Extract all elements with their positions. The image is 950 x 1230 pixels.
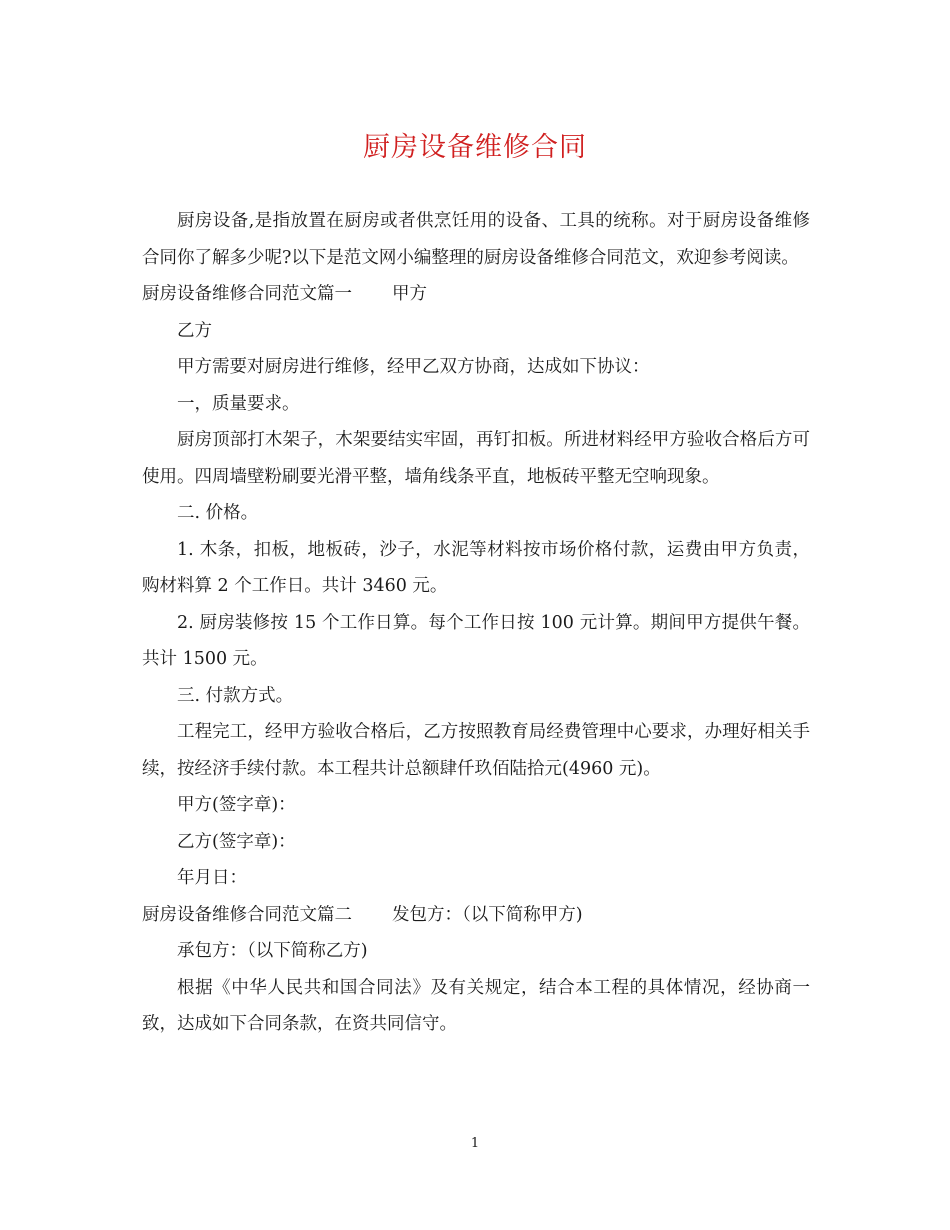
signature-party-a: 甲方(签字章)： bbox=[177, 795, 296, 815]
document-body bbox=[142, 203, 810, 1043]
price-item-1: 1. 木条，扣板，地板砖，沙子，水泥等材料按市场价格付款，运费由甲方负责，购材料算 2 个工作日。共计 3460 元。 bbox=[142, 539, 810, 596]
section1-heading: 厨房设备维修合同范文篇一 bbox=[142, 284, 352, 304]
signature-party-b: 乙方(签字章)： bbox=[177, 831, 296, 852]
section2-preamble: 根据《中华人民共和国合同法》及有关规定，结合本工程的具体情况，经协商一致，达成如下合同条款，在资共同信守。 bbox=[142, 977, 810, 1034]
payment-text: 工程完工，经甲方验收合格后，乙方按照教育局经费管理中心要求，办理好相关手续，按经济手续付款。本工程共计总额肆仟玖佰陆拾元(4960 元)。 bbox=[142, 722, 810, 779]
party-a-label: 甲方 bbox=[392, 284, 427, 304]
issuer-label: 发包方：（以下简称甲方) bbox=[392, 904, 583, 925]
party-b-label: 乙方 bbox=[177, 320, 212, 341]
date-line: 年月日： bbox=[177, 868, 247, 888]
section1-heading-line bbox=[142, 276, 810, 313]
quality-heading: 一，质量要求。 bbox=[177, 393, 300, 414]
quality-text: 厨房顶部打木架子，木架要结实牢固，再钉扣板。所进材料经甲方验收合格后方可使用。四周墙壁粉刷要光滑平整，墙角线条平直，地板砖平整无空响现象。 bbox=[142, 430, 810, 487]
contractor-label: 承包方：（以下简称乙方) bbox=[177, 941, 368, 961]
page-number: 1 bbox=[470, 1136, 480, 1151]
document-title: 厨房设备维修合同 bbox=[363, 132, 587, 163]
section1-preamble: 甲方需要对厨房进行维修，经甲乙双方协商，达成如下协议： bbox=[177, 357, 650, 377]
price-item-2: 2. 厨房装修按 15 个工作日算。每个工作日按 100 元计算。期间甲方提供午餐。共计 1500 元。 bbox=[142, 612, 810, 669]
intro-paragraph: 厨房设备,是指放置在厨房或者供烹饪用的设备、工具的统称。对于厨房设备维修合同你了解多少呢?以下是范文网小编整理的厨房设备维修合同范文，欢迎参考阅读。 bbox=[142, 211, 810, 268]
payment-heading: 三. 付款方式。 bbox=[177, 685, 294, 706]
price-heading: 二. 价格。 bbox=[177, 503, 259, 523]
section2-heading: 厨房设备维修合同范文篇二 bbox=[142, 904, 352, 925]
section2-heading-line bbox=[142, 897, 810, 934]
